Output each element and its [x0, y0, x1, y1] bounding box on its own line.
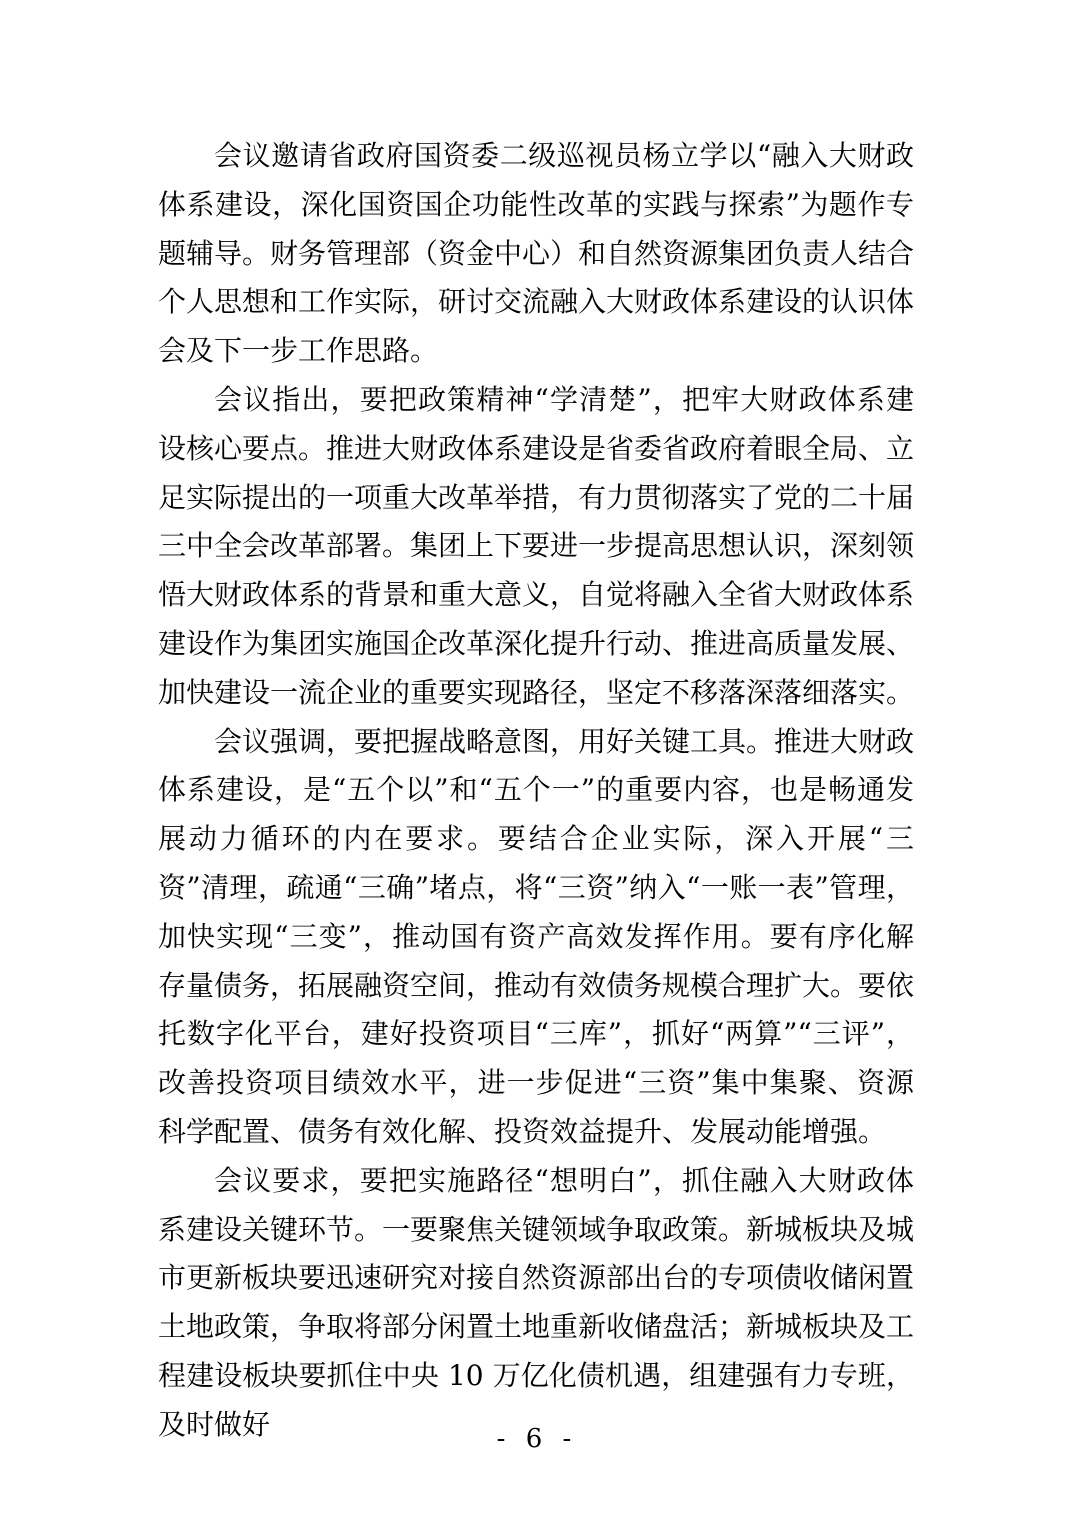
paragraph-meeting-invite: 会议邀请省政府国资委二级巡视员杨立学以“融入大财政体系建设，深化国资国企功能性改革的实践与探索”为题作专题辅导。财务管理部（资金中心）和自然资源集团负责人结合个人思想和工作实际，研讨交流融入大财政体系建设的认识体会及下一步工作思路。 — [158, 139, 915, 368]
page-number: - 6 - — [496, 1424, 578, 1454]
paragraph-meeting-pointed-out: 会议指出，要把政策精神“学清楚”，把牢大财政体系建设核心要点。推进大财政体系建设是省委省政府着眼全局、立足实际提出的一项重大改革举措，有力贯彻落实了党的二十届三中全会改革部署。集团上下要进一步提高思想认识，深刻领悟大财政体系的背景和重大意义，自觉将融入全省大财政体系建设作为集团实施国企改革深化提升行动、推进高质量发展、加快建设一流企业的重要实现路径，坚定不移落深落细落实。 — [158, 382, 915, 709]
paragraph-meeting-required: 会议要求，要把实施路径“想明白”，抓住融入大财政体系建设关键环节。一要聚焦关键领域争取政策。新城板块及城市更新板块要迅速研究对接自然资源部出台的专项债收储闲置土地政策，争取将部分闲置土地重新收储盘活；新城板块及工程建设板块要抓住中央 10 万亿化债机遇，组建强有力专班，及时做好 — [158, 1163, 915, 1441]
paragraph-meeting-emphasized: 会议强调，要把握战略意图，用好关键工具。推进大财政体系建设，是“五个以”和“五个一”的重要内容，也是畅通发展动力循环的内在要求。要结合企业实际，深入开展“三资”清理，疏通“三确”堵点，将“三资”纳入“一账一表”管理，加快实现“三变”，推动国有资产高效发挥作用。要有序化解存量债务，拓展融资空间，推动有效债务规模合理扩大。要依托数字化平台，建好投资项目“三库”，抓好“两算”“三评”，改善投资项目绩效水平，进一步促进“三资”集中集聚、资源科学配置、债务有效化解、投资效益提升、发展动能增强。 — [158, 724, 915, 1148]
document-body — [158, 132, 914, 1450]
